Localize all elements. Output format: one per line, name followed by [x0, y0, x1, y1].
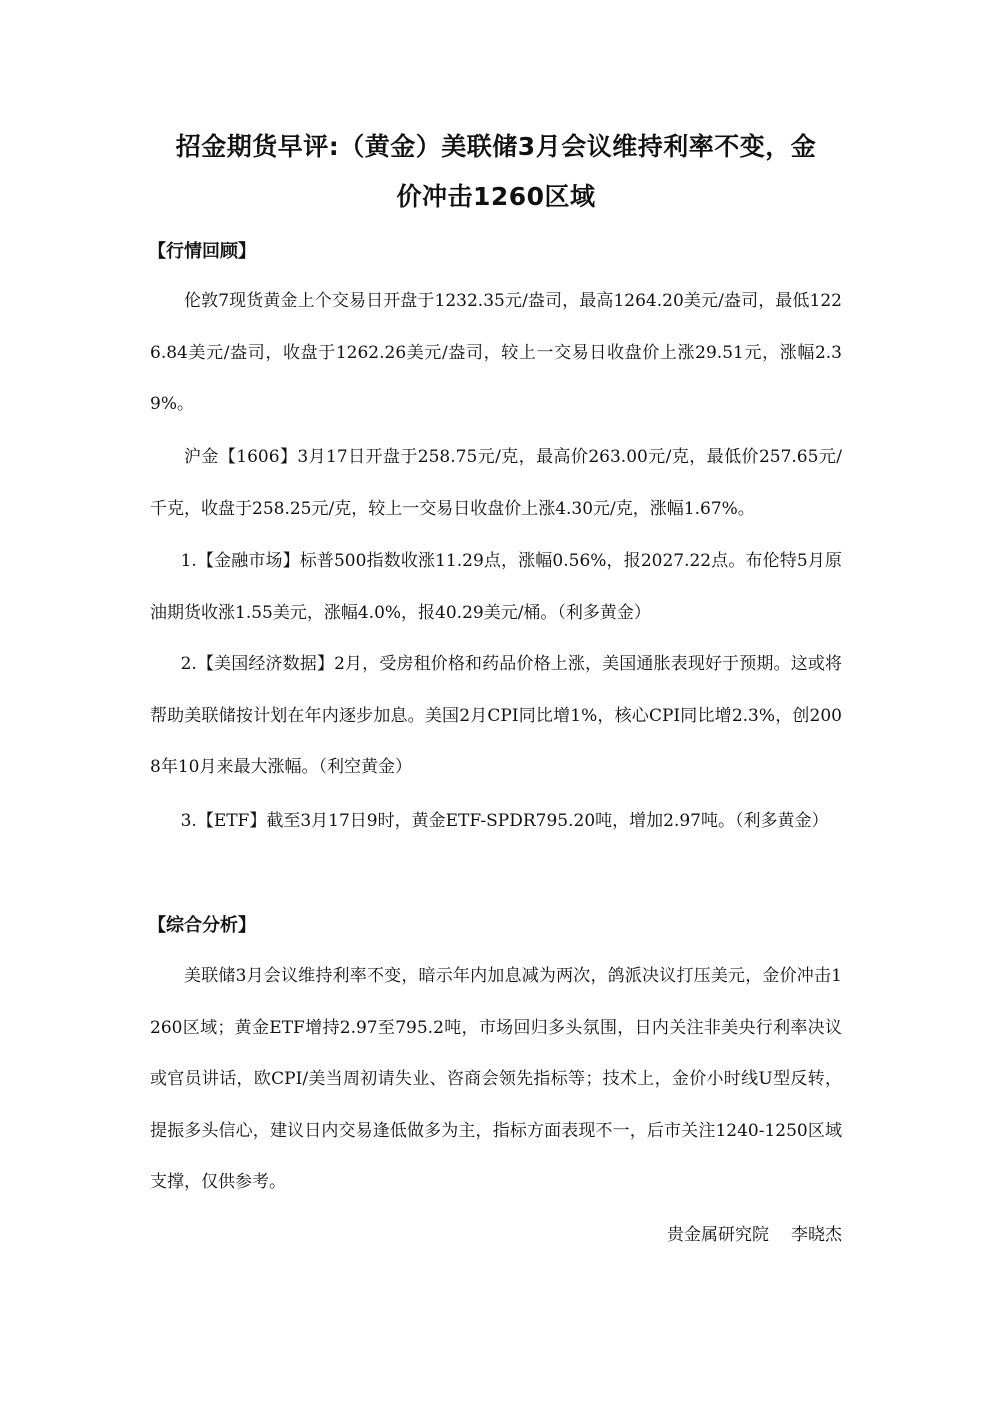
section-heading-comprehensive-analysis: 【综合分析】 — [148, 915, 256, 936]
signature-organization: 贵金属研究院 — [667, 1225, 769, 1245]
title-line-1: 招金期货早评:（黄金）美联储3月会议维持利率不变，金 — [175, 132, 817, 161]
section-heading-market-review: 【行情回顾】 — [148, 241, 256, 262]
signature-author: 李晓杰 — [791, 1225, 842, 1245]
title-line-2: 价冲击1260区域 — [396, 182, 596, 211]
list-item-etf: 3.【ETF】截至3月17日9时，黄金ETF-SPDR795.20吨，增加2.97吨。（利多黄金） — [180, 811, 829, 831]
paragraph-analysis: 美联储3月会议维持利率不变，暗示年内加息减为两次，鸽派决议打压美元，金价冲击1260区域；黄金ETF增持2.97至795.2吨，市场回归多头氛围，日内关注非美央行利率决议或官员讲话，欧CPI/美当周初请失业、咨商会领先指标等；技术上，金价小时线U型反转，提振多头信心，建议日内交易逢低做多为主，指标方面表现不一，后市关注1240-1250区域支撑，仅供参考。 — [150, 966, 842, 1192]
paragraph-london-gold: 伦敦7现货黄金上个交易日开盘于1232.35元/盎司，最高1264.20美元/盎司，最低1226.84美元/盎司，收盘于1262.26美元/盎司，较上一交易日收盘价上涨29.51元，涨幅2.39%。 — [150, 291, 842, 414]
list-item-us-economic-data: 2.【美国经济数据】2月，受房租价格和药品价格上涨，美国通胀表现好于预期。这或将帮助美联储按计划在年内逐步加息。美国2月CPI同比增1%，核心CPI同比增2.3%，创2008年10月来最大涨幅。（利空黄金） — [150, 654, 842, 777]
list-item-financial-market: 1.【金融市场】标普500指数收涨11.29点，涨幅0.56%，报2027.22点。布伦特5月原油期货收涨1.55美元，涨幅4.0%，报40.29美元/桶。（利多黄金） — [150, 551, 842, 623]
paragraph-shanghai-gold: 沪金【1606】3月17日开盘于258.75元/克，最高价263.00元/克，最低价257.65元/千克，收盘于258.25元/克，较上一交易日收盘价上涨4.30元/克，涨幅1.67%。 — [150, 447, 842, 519]
document-title — [150, 122, 842, 222]
signature — [667, 1221, 842, 1249]
